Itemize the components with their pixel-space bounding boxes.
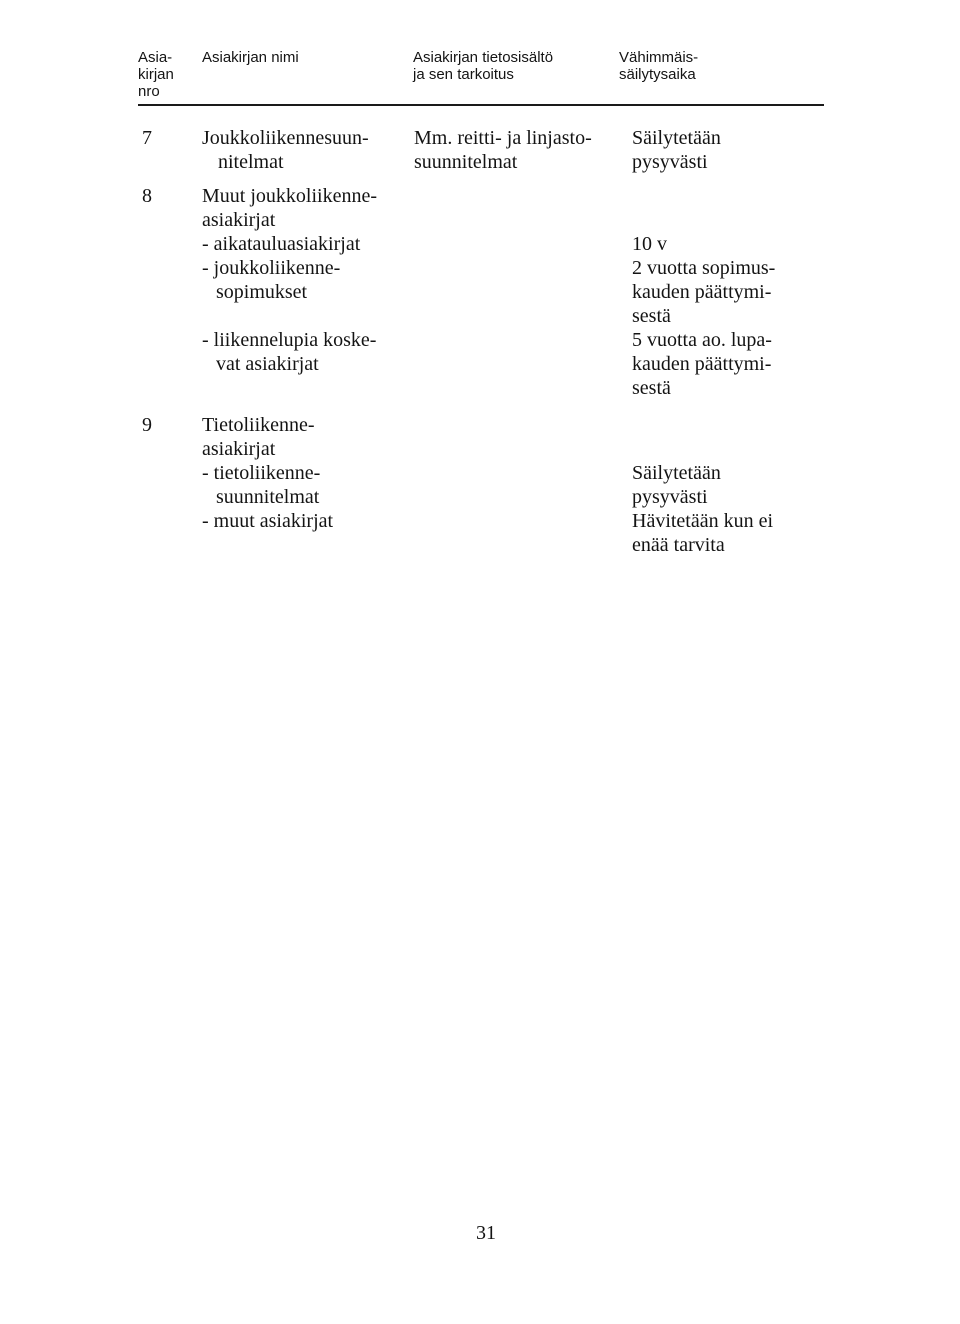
page-number: 31 [476,1222,496,1244]
row-retention-line: pysyvästi [632,151,708,173]
row-retention-line: sestä [632,305,671,327]
row-retention-line [632,208,775,232]
row-name-line: vat asiakirjat [216,353,319,375]
header-text: säilytysaika [619,66,696,83]
header-col-number [138,49,174,100]
row-retention-line: pysyvästi [632,486,708,508]
row-name-line: - aikatauluasiakirjat [202,233,361,255]
header-text: kirjan [138,66,174,83]
row-name-line: - tietoliikenne- [202,462,321,484]
header-text: Asia- [138,49,173,66]
row-retention [632,413,773,557]
row-content [414,126,592,174]
header-text: ja sen tarkoitus [413,66,514,83]
row-name-line: - joukkoliikenne- [202,257,341,279]
header-divider [138,104,824,106]
row-number: 9 [142,414,152,436]
header-text: Asiakirjan nimi [202,49,299,66]
header-text: Asiakirjan tietosisältö [413,49,554,66]
header-col-content [413,49,553,83]
row-name-line: Tietoliikenne- [202,414,315,436]
row-retention-line: 2 vuotta sopimus- [632,257,776,279]
row-name-line: Muut joukkoliikenne- [202,185,377,207]
row-name-line: - muut asiakirjat [202,510,334,532]
row-retention-line: sestä [632,377,671,399]
row-name-line: asiakirjat [202,209,276,231]
row-retention-line: 10 v [632,233,667,255]
row-name [202,413,333,533]
row-retention-line [632,184,775,208]
row-name-line [202,304,377,328]
row-name-line: asiakirjat [202,438,276,460]
row-retention-line: kauden päättymi- [632,281,772,303]
row-retention-line: Säilytetään [632,462,721,484]
row-content-line: suunnitelmat [414,151,518,173]
header-text: nro [138,83,160,100]
row-name-line: Joukkoliikennesuun- [202,127,369,149]
row-name [202,184,377,376]
row-name-line: suunnitelmat [216,486,320,508]
row-name-line: - liikennelupia koske- [202,329,377,351]
row-retention-line [632,437,773,461]
row-retention-line: enää tarvita [632,534,725,556]
header-text: Vähimmäis- [619,49,699,66]
row-name-line: sopimukset [216,281,308,303]
row-number: 7 [142,127,152,149]
row-content-line: Mm. reitti- ja linjasto- [414,127,592,149]
row-retention-line [632,413,773,437]
row-retention [632,126,721,174]
row-name [202,126,369,174]
row-name-line: nitelmat [218,151,284,173]
header-col-name [202,49,299,66]
row-retention-line: Säilytetään [632,127,721,149]
row-retention-line: 5 vuotta ao. lupa- [632,329,772,351]
row-retention [632,184,775,400]
row-retention-line: kauden päättymi- [632,353,772,375]
row-number: 8 [142,185,152,207]
header-col-time [619,49,698,83]
row-retention-line: Hävitetään kun ei [632,510,774,532]
